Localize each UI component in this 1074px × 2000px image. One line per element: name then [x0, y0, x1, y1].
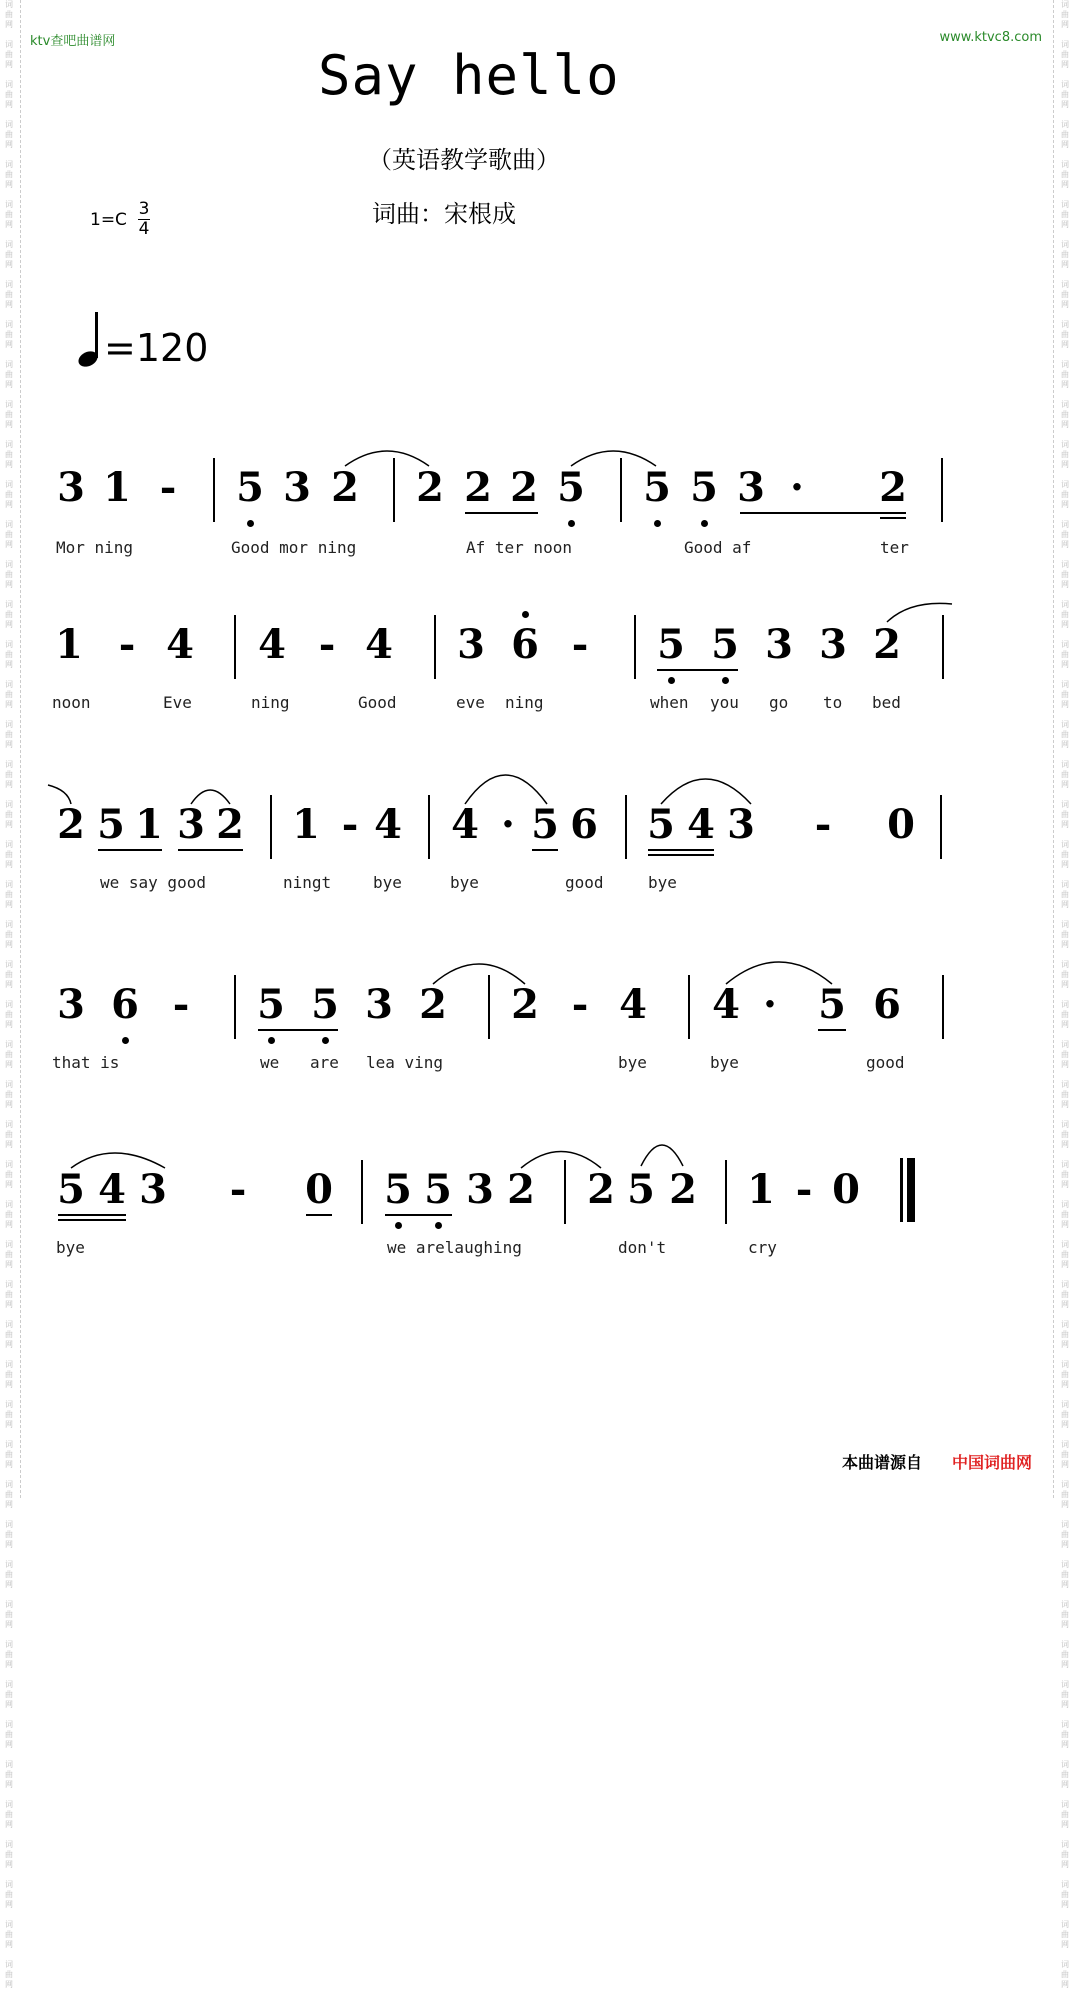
- lyric: are: [310, 1053, 339, 1072]
- lyric: ning: [505, 693, 544, 712]
- note: 2: [873, 621, 901, 668]
- note: 2: [879, 464, 907, 511]
- note: 3: [365, 981, 393, 1028]
- note: 2: [216, 801, 244, 848]
- site-name-left: ktv查吧曲谱网: [30, 34, 116, 49]
- note: 6: [111, 981, 139, 1028]
- note: 4: [374, 801, 402, 848]
- note: 5: [657, 621, 685, 668]
- note: 5: [236, 464, 264, 511]
- dotted-note-dot: ·: [790, 464, 804, 511]
- note: 4: [687, 801, 715, 848]
- lyric: we say good: [100, 873, 206, 892]
- note: 5: [424, 1166, 452, 1213]
- note: 1: [747, 1166, 775, 1213]
- dotted-note-dot: ·: [501, 801, 515, 848]
- note: 2: [416, 464, 444, 511]
- note: 3: [457, 621, 485, 668]
- note: 3: [177, 801, 205, 848]
- lyric: go: [769, 693, 789, 712]
- note: 5: [311, 981, 339, 1028]
- song-credit: 词曲：宋根成: [372, 200, 516, 228]
- dotted-note-dot: ·: [763, 981, 777, 1028]
- note: 3: [765, 621, 793, 668]
- note: 3: [737, 464, 765, 511]
- note: 5: [711, 621, 739, 668]
- lyric: that is: [52, 1053, 120, 1072]
- side-watermark-right: 词 曲 网 词 曲 网 词 曲 网 词 曲 网 词 曲 网 词 曲 网 词 曲 网 词 曲 网 词 曲 网 词 曲 网 词 曲 网 词 曲 网 词 曲 网 词 曲 网 词 曲 网 词 曲 网 词 曲 网 词 曲 网 词 曲 网 词 曲 网 词 曲 网 词 曲 网 词 曲 网 词 曲 网 词 曲 网 词 曲 网 词 曲 网 词 曲 网 词 曲 网 词 曲 网 词 曲 网 词 曲 网 词 曲 网 词 曲 网 词 曲 网 词 曲 网 词 曲 网 词 曲 网 词 曲 网 词 曲 网 词 曲 网 词 曲 网 词 曲 网 词 曲 网 词 曲 网 词 曲 网 词 曲 网 词 曲 网 词 曲 网 词 曲 网: [1061, 0, 1069, 1989]
- sustain-dash: -: [795, 1166, 813, 1213]
- side-watermark-left: 词 曲 网 词 曲 网 词 曲 网 词 曲 网 词 曲 网 词 曲 网 词 曲 网 词 曲 网 词 曲 网 词 曲 网 词 曲 网 词 曲 网 词 曲 网 词 曲 网 词 曲 网 词 曲 网 词 曲 网 词 曲 网 词 曲 网 词 曲 网 词 曲 网 词 曲 网 词 曲 网 词 曲 网 词 曲 网 词 曲 网 词 曲 网 词 曲 网 词 曲 网 词 曲 网 词 曲 网 词 曲 网 词 曲 网 词 曲 网 词 曲 网 词 曲 网 词 曲 网 词 曲 网 词 曲 网 词 曲 网 词 曲 网 词 曲 网 词 曲 网 词 曲 网 词 曲 网 词 曲 网 词 曲 网 词 曲 网 词 曲 网 词 曲 网: [5, 0, 13, 1989]
- lyric: bye: [450, 873, 479, 892]
- note: 5: [531, 801, 559, 848]
- lyric: ningt: [283, 873, 332, 892]
- lyric: bye: [710, 1053, 739, 1072]
- note: 1: [292, 801, 320, 848]
- note: 3: [57, 464, 85, 511]
- song-subtitle: （英语教学歌曲）: [368, 146, 560, 174]
- lyric: ter: [880, 538, 909, 557]
- lyric: we: [260, 1053, 280, 1072]
- note: 5: [557, 464, 585, 511]
- note: 4: [258, 621, 286, 668]
- lyric: bye: [56, 1238, 85, 1257]
- note: 2: [510, 464, 538, 511]
- lyric: you: [710, 693, 739, 712]
- note: 1: [103, 464, 131, 511]
- time-signature-top: 3: [138, 199, 150, 219]
- sustain-dash: -: [172, 981, 190, 1028]
- lyric: Mor ning: [56, 538, 134, 557]
- lyric: Af ter noon: [466, 538, 572, 557]
- lyric: eve: [456, 693, 485, 712]
- note: 2: [419, 981, 447, 1028]
- note: 5: [643, 464, 671, 511]
- lyric: good: [565, 873, 604, 892]
- lyric: Good af: [684, 538, 752, 557]
- lyric: don't: [618, 1238, 667, 1257]
- note: 0: [887, 801, 915, 848]
- lyric: when: [650, 693, 689, 712]
- lyric: bye: [373, 873, 402, 892]
- note: 5: [690, 464, 718, 511]
- sustain-dash: -: [571, 621, 589, 668]
- note: 3: [139, 1166, 167, 1213]
- note: 4: [98, 1166, 126, 1213]
- note: 3: [727, 801, 755, 848]
- sustain-dash: -: [118, 621, 136, 668]
- sustain-dash: -: [229, 1166, 247, 1213]
- lyric: bye: [648, 873, 677, 892]
- note: 1: [55, 621, 83, 668]
- footer-source-label: 本曲谱源自: [842, 1453, 923, 1472]
- note: 6: [570, 801, 598, 848]
- tempo-value: =120: [104, 326, 209, 370]
- lyric: bed: [872, 693, 901, 712]
- note: 1: [135, 801, 163, 848]
- lyric: ning: [251, 693, 290, 712]
- site-url-right: www.ktvc8.com: [939, 30, 1042, 45]
- note: 5: [627, 1166, 655, 1213]
- note: 4: [166, 621, 194, 668]
- note: 5: [57, 1166, 85, 1213]
- note: 2: [464, 464, 492, 511]
- note: 5: [257, 981, 285, 1028]
- note: 3: [283, 464, 311, 511]
- sustain-dash: -: [318, 621, 336, 668]
- lyric: bye: [618, 1053, 647, 1072]
- song-title: Say hello: [318, 44, 620, 107]
- note: 3: [57, 981, 85, 1028]
- lyric: noon: [52, 693, 91, 712]
- note: 4: [365, 621, 393, 668]
- note: 3: [466, 1166, 494, 1213]
- lyric: we arelaughing: [387, 1238, 522, 1257]
- note: 4: [451, 801, 479, 848]
- note: 2: [57, 801, 85, 848]
- lyric: Good: [358, 693, 397, 712]
- note: 5: [647, 801, 675, 848]
- sustain-dash: -: [159, 464, 177, 511]
- lyric: Eve: [163, 693, 192, 712]
- lyric: lea ving: [366, 1053, 444, 1072]
- note: 5: [384, 1166, 412, 1213]
- time-signature-bottom: 4: [138, 219, 150, 239]
- note: 6: [511, 621, 539, 668]
- note: 2: [511, 981, 539, 1028]
- note: 4: [619, 981, 647, 1028]
- lyric: Good mor ning: [231, 538, 357, 557]
- lyric: to: [823, 693, 843, 712]
- note: 5: [97, 801, 125, 848]
- note: 3: [819, 621, 847, 668]
- note: 0: [305, 1166, 333, 1213]
- lyric: good: [866, 1053, 905, 1072]
- key-signature: 1=C: [90, 210, 127, 230]
- note: 2: [507, 1166, 535, 1213]
- note: 4: [712, 981, 740, 1028]
- footer-source-site: 中国词曲网: [952, 1453, 1033, 1472]
- sustain-dash: -: [341, 801, 359, 848]
- note: 0: [832, 1166, 860, 1213]
- sustain-dash: -: [814, 801, 832, 848]
- note: 6: [873, 981, 901, 1028]
- note: 5: [818, 981, 846, 1028]
- sustain-dash: -: [571, 981, 589, 1028]
- note: 2: [331, 464, 359, 511]
- lyric: cry: [748, 1238, 777, 1257]
- note: 2: [669, 1166, 697, 1213]
- note: 2: [587, 1166, 615, 1213]
